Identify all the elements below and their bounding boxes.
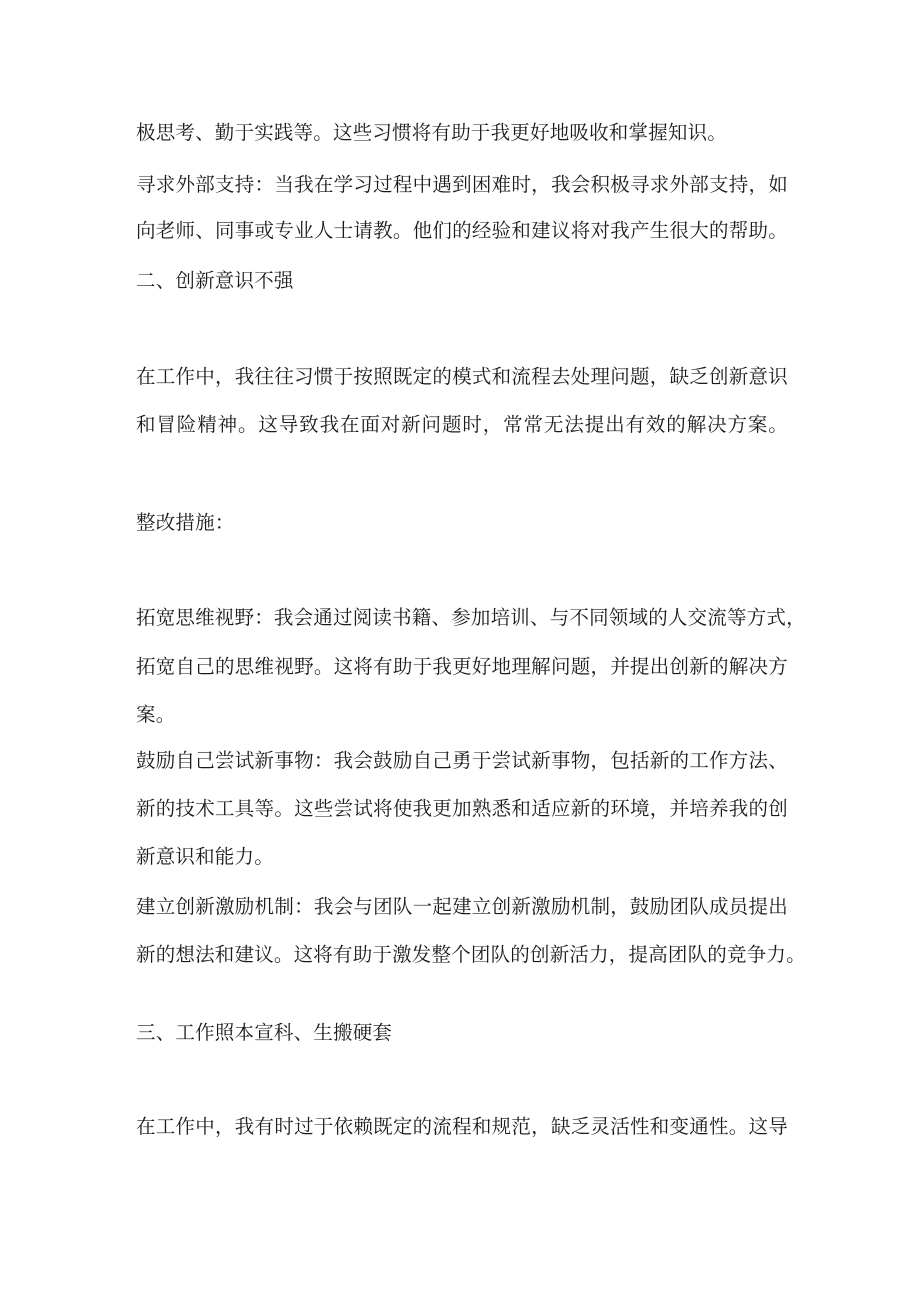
paragraph-line: 拓宽自己的思维视野。这将有助于我更好地理解问题，并提出创新的解决方 bbox=[136, 655, 788, 678]
paragraph-line: 鼓励自己尝试新事物：我会鼓励自己勇于尝试新事物，包括新的工作方法、 bbox=[136, 749, 788, 772]
paragraph-line: 寻求外部支持：当我在学习过程中遇到困难时，我会积极寻求外部支持，如 bbox=[136, 173, 788, 196]
paragraph-line: 拓宽思维视野：我会通过阅读书籍、参加培训、与不同领域的人交流等方式， bbox=[136, 606, 806, 629]
paragraph-line: 新的技术工具等。这些尝试将使我更加熟悉和适应新的环境，并培养我的创 bbox=[136, 797, 788, 820]
paragraph-line: 在工作中，我有时过于依赖既定的流程和规范，缺乏灵活性和变通性。这导 bbox=[136, 1115, 788, 1138]
paragraph-line: 在工作中，我往往习惯于按照既定的模式和流程去处理问题，缺乏创新意识 bbox=[136, 365, 788, 388]
paragraph-line: 新意识和能力。 bbox=[136, 845, 274, 868]
paragraph-line: 和冒险精神。这导致我在面对新问题时，常常无法提出有效的解决方案。 bbox=[136, 413, 788, 436]
paragraph-line: 建立创新激励机制：我会与团队一起建立创新激励机制，鼓励团队成员提出 bbox=[136, 895, 788, 918]
paragraph-line: 新的想法和建议。这将有助于激发整个团队的创新活力，提高团队的竞争力。 bbox=[136, 943, 806, 966]
paragraph-line: 案。 bbox=[136, 703, 176, 726]
paragraph-line: 向老师、同事或专业人士请教。他们的经验和建议将对我产生很大的帮助。 bbox=[136, 219, 788, 242]
section-heading: 三、工作照本宣科、生搬硬套 bbox=[136, 1021, 393, 1044]
paragraph-line: 极思考、勤于实践等。这些习惯将有助于我更好地吸收和掌握知识。 bbox=[136, 121, 728, 144]
section-heading: 二、创新意识不强 bbox=[136, 269, 294, 292]
subheading: 整改措施： bbox=[136, 511, 235, 534]
